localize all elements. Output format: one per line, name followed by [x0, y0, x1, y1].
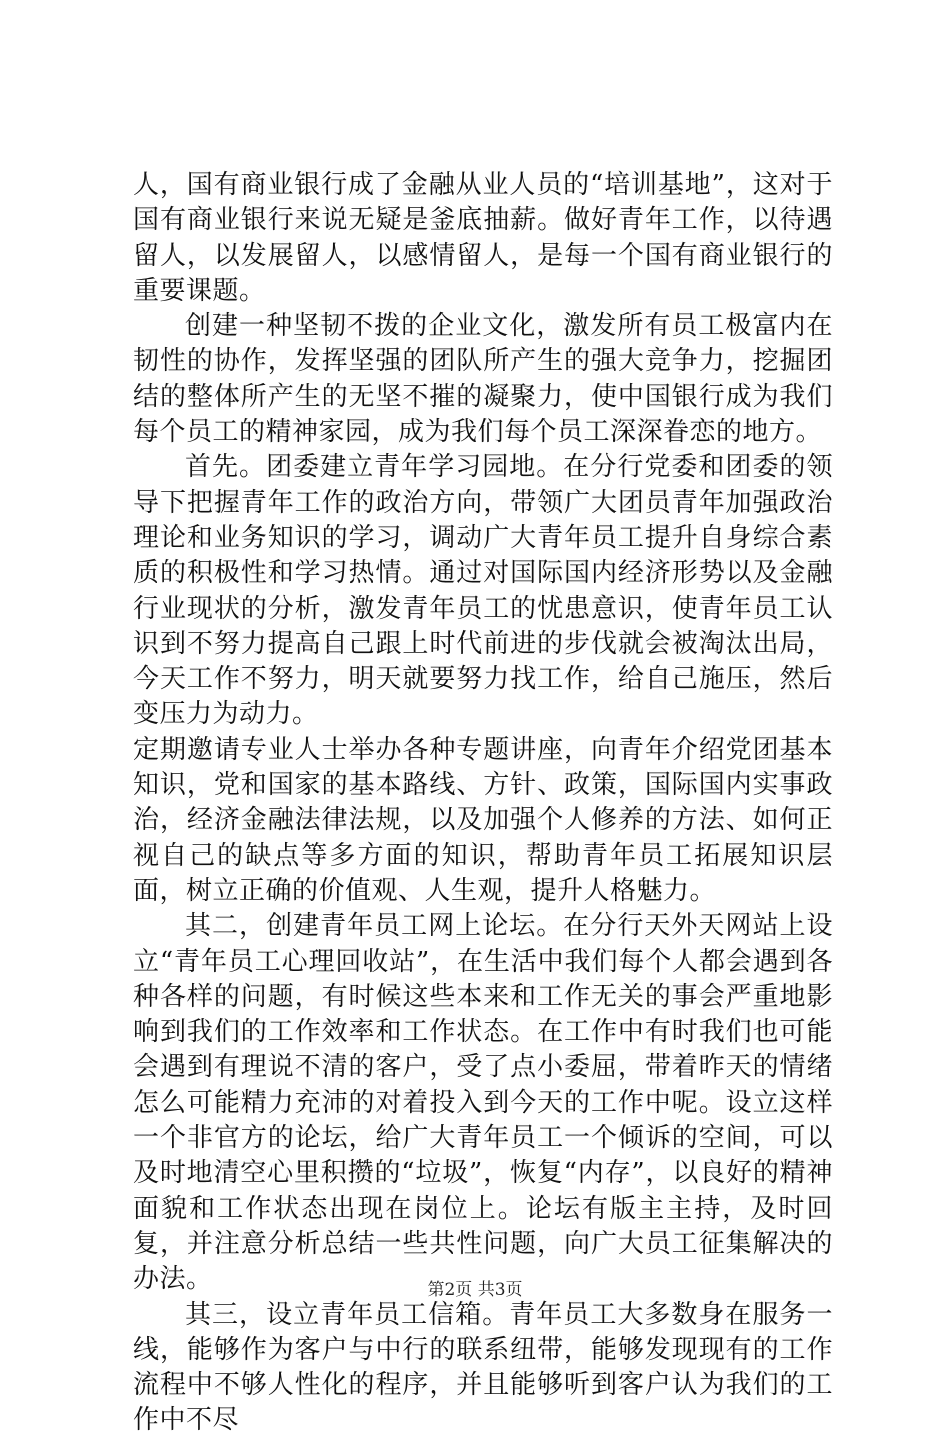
paragraph-1: 人，国有商业银行成了金融从业人员的“培训基地”，这对于国有商业银行来说无疑是釜底抽薪。做好青年工作，以待遇留人，以发展留人，以感情留人，是每一个国有商业银行的重要课题。 — [133, 170, 833, 306]
page-number-label: 第2页 共3页 — [427, 1280, 523, 1300]
page-footer — [0, 1280, 950, 1300]
paragraph-4: 定期邀请专业人士举办各种专题讲座，向青年介绍党团基本知识，党和国家的基本路线、方针、政策，国际国内实事政治，经济金融法律法规，以及加强个人修养的方法、如何正视自己的缺点等多方面的知识，帮助青年员工拓展知识层面，树立正确的价值观、人生观，提升人格魅力。 — [133, 734, 833, 906]
document-body — [133, 168, 833, 1439]
paragraph-2: 创建一种坚韧不拨的企业文化，激发所有员工极富内在韧性的协作，发挥坚强的团队所产生的强大竞争力，挖掘团结的整体所产生的无坚不摧的凝聚力，使中国银行成为我们每个员工的精神家园，成为我们每个员工深深眷恋的地方。 — [133, 311, 833, 448]
paragraph-6: 其三，设立青年员工信箱。青年员工大多数身在服务一线，能够作为客户与中行的联系纽带，能够发现现有的工作流程中不够人性化的程序，并且能够听到客户认为我们的工作中不尽 — [133, 1299, 833, 1436]
paragraph-5: 其二，创建青年员工网上论坛。在分行天外天网站上设立“青年员工心理回收站”，在生活中我们每个人都会遇到各种各样的问题，有时候这些本来和工作无关的事会严重地影响到我们的工作效率和工作状态。在工作中有时我们也可能会遇到有理说不清的客户，受了点小委屈，带着昨天的情绪怎么可能精力充沛的对着投入到今天的工作中呢。设立这样一个非官方的论坛，给广大青年员工一个倾诉的空间，可以及时地清空心里积攒的“垃圾”，恢复“内存”，以良好的精神面貌和工作状态出现在岗位上。论坛有版主主持，及时回复，并注意分析总结一些共性问题，向广大员工征集解决的办法。 — [133, 911, 833, 1295]
paragraph-3: 首先。团委建立青年学习园地。在分行党委和团委的领导下把握青年工作的政治方向，带领广大团员青年加强政治理论和业务知识的学习，调动广大青年员工提升自身综合素质的积极性和学习热情。通过对国际国内经济形势以及金融行业现状的分析，激发青年员工的忧患意识，使青年员工认识到不努力提高自己跟上时代前进的步伐就会被淘汰出局，今天工作不努力，明天就要努力找工作，给自己施压，然后变压力为动力。 — [133, 452, 833, 730]
